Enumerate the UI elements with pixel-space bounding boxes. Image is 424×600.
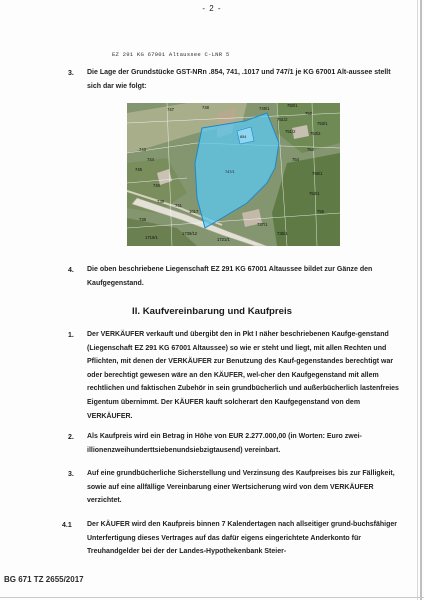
map-label: 751/2 — [277, 117, 288, 122]
map-label: 738 — [139, 217, 146, 222]
clause-text: Als Kaufpreis wird ein Betrag in Höhe von EUR 2.277.000,00 (in Worten: Euro zwei-illionenzweihunderttsiebenundsiebzigtausend) vereinbart. — [87, 433, 362, 454]
map-label: 751/2 — [285, 129, 296, 134]
map-label: 753/2 — [310, 131, 321, 136]
map-label: 1739/12 — [182, 231, 198, 236]
map-label: 756/1 — [312, 171, 323, 176]
map-label: 747/1 — [225, 170, 235, 174]
item-text: Die Lage der Grundstücke GST-NRn .854, 741, .1017 und 747/1 je KG 67001 Alt-aussee stellt sich dar wie folgt: — [87, 69, 391, 90]
map-label: 755 — [317, 209, 324, 214]
map-label: 752 — [305, 111, 312, 116]
map-label: 854 — [240, 135, 247, 139]
map-label: 743 — [139, 147, 146, 152]
item-number: 4. — [68, 267, 74, 274]
map-label: 749/1 — [259, 106, 270, 111]
map-label: 754 — [292, 157, 299, 162]
map-label: 741 — [175, 203, 182, 208]
page-edge-bottom — [0, 597, 424, 598]
map-label: 748 — [202, 105, 209, 110]
page-edge-shadow — [420, 0, 422, 600]
map-label: 739 — [157, 199, 164, 204]
footer-reference: BG 671 TZ 2655/2017 — [4, 575, 84, 584]
clause-text: Der KÄUFER wird den Kaufpreis binnen 7 Kalendertagen nach allseitiger grund-buchsfähiger Unterfertigung dieses Vertrages auf das dafür eigens eingerichtete Anderkonto für Treuhandgelder bei der der Landes-Hypothekenbank Steier- — [87, 521, 397, 556]
reference-line: EZ 291 KG 67001 Altaussee C-LNR 5 — [112, 51, 230, 58]
item-number: 3. — [68, 70, 74, 77]
page-number: - 2 - — [202, 4, 222, 13]
clause-number: 3. — [68, 471, 74, 478]
map-label: 750/1 — [287, 103, 298, 108]
section-heading: II. Kaufvereinbarung und Kaufpreis — [132, 306, 292, 317]
item-text: Die oben beschriebene Liegenschaft EZ 291 KG 67001 Altaussee bildet zur Gänze den Kaufgegenstand. — [87, 266, 373, 287]
map-label: 737/1 — [257, 222, 268, 227]
map-label: 1721/1 — [217, 237, 230, 242]
map-label: 753/1 — [309, 191, 320, 196]
map-label: 744 — [147, 157, 154, 162]
clause-number: 4.1 — [62, 522, 72, 529]
clause-text: Auf eine grundbücherliche Sicherstellung und Verzinsung des Kaufpreises bis zur Fälligkeit, sowie auf eine allfällige Vereinbarung einer Wertsicherung wird von dem VERKÄUFER verzichtet. — [87, 470, 395, 505]
cadastral-map — [127, 103, 340, 246]
map-label: 753/1 — [317, 121, 328, 126]
map-label: 1017 — [189, 209, 199, 214]
clause-number: 1. — [68, 332, 74, 339]
map-label: 740 — [153, 183, 160, 188]
map-label: 745 — [135, 167, 142, 172]
map-label: 753 — [307, 147, 314, 152]
clause-text: Der VERKÄUFER verkauft und übergibt den in Pkt I näher beschriebenen Kaufge-genstand (Liegenschaft EZ 291 KG 67001 Altaussee) so wie er steht und liegt, mit allen Rechten und Pflichten, mit denen der VERKÄUFER zur Benutzung des Kauf-gegenstandes berechtigt war oder berechtigt gewesen wäre an den KÄUFER, wel-cher den Kaufgegenstand mit allem rechtlichen und faktischen Zubehör in sein grundbücherlich und außerbücherlich lastenfreies Eigentum übernimmt. Der KÄUFER kauft solcherart den Kaufgegenstand von dem VERKÄUFER. — [87, 331, 399, 420]
map-label: 736/1 — [277, 231, 288, 236]
map-label: 1719/1 — [145, 235, 158, 240]
page-edge-right — [417, 0, 418, 600]
map-label: 747 — [167, 107, 174, 112]
clause-number: 2. — [68, 434, 74, 441]
